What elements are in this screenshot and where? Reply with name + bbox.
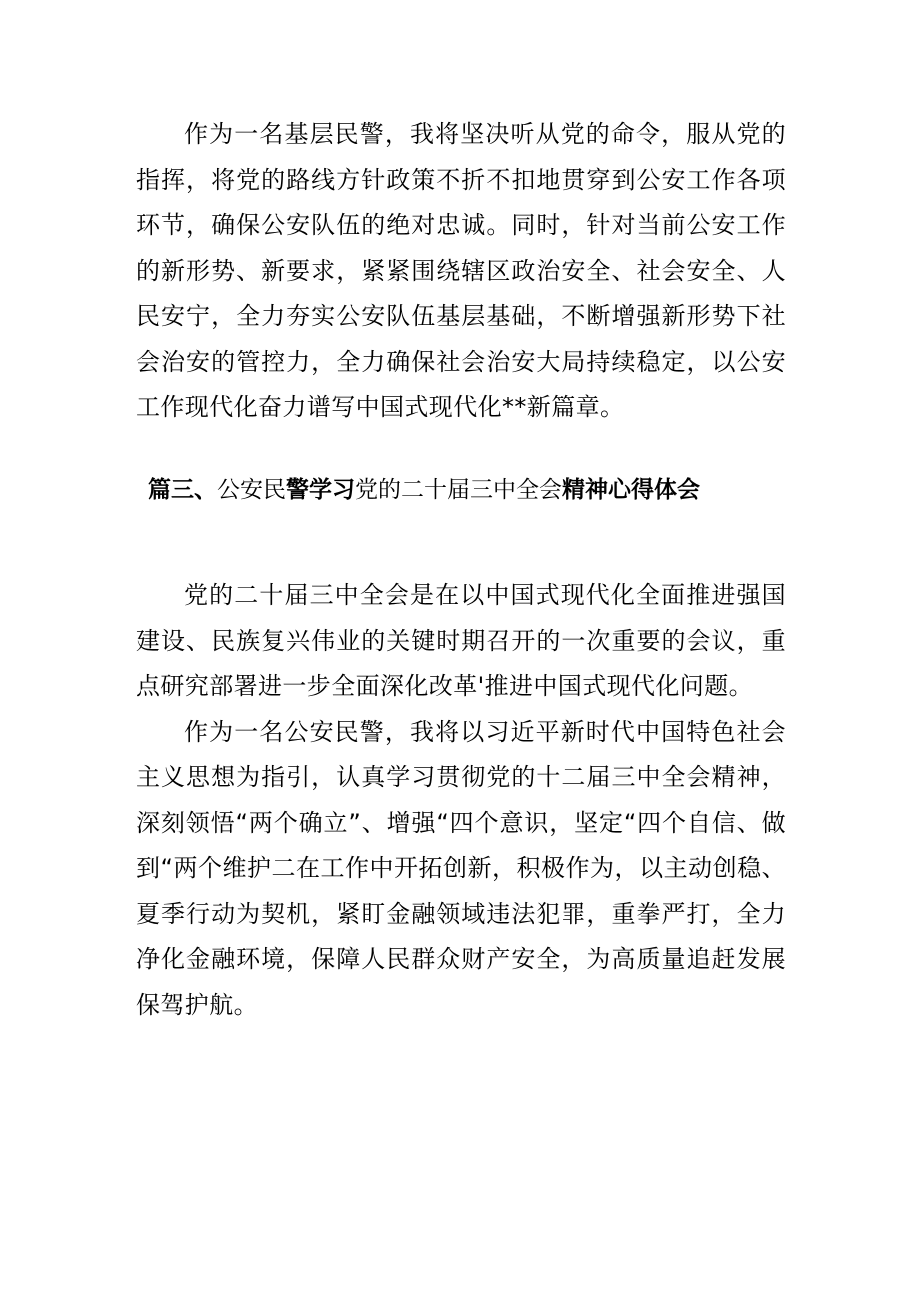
heading-segment-4: 精神心得体会 [562,477,700,503]
body-section-top [136,112,786,431]
heading-segment-1: 公安民 [217,477,286,503]
paragraph-loyalty: 作为一名基层民警，我将坚决听从党的命令，服从党的指挥，将党的路线方针政策不折不扣地贯穿到公安工作各项环节，确保公安队伍的绝对忠诚。同时，针对当前公安工作的新形势、新要求，紧紧围绕辖区政治安全、社会安全、人民安宁，全力夯实公安队伍基层基础，不断增强新形势下社会治安的管控力，全力确保社会治安大局持续稳定，以公安工作现代化奋力谱写中国式现代化**新篇章。 [136,120,786,421]
paragraph-plenum-intro: 党的二十届三中全会是在以中国式现代化全面推进强国建设、民族复兴伟业的关键时期召开的一次重要的会议，重点研究部署进一步全面深化改革'推进中国式现代化问题。 [136,581,786,700]
heading-segment-2: 警学习 [286,477,355,503]
heading-prefix: 篇三、 [148,477,217,503]
heading-segment-3: 党的二十届三中全会 [355,477,562,503]
body-section-bottom [136,573,786,1028]
paragraph-commitment: 作为一名公安民警，我将以习近平新时代中国特色社会主义思想为指引，认真学习贯彻党的十二届三中全会精神，深刻领悟“两个确立”、增强“四个意识，坚定“四个自信、做到“两个维护二在工作中开拓创新，积极作为，以主动创稳、夏季行动为契机，紧盯金融领域违法犯罪，重拳严打，全力净化金融环境，保障人民群众财产安全，为高质量追赶发展保驾护航。 [136,717,786,1019]
section-heading [148,470,788,510]
